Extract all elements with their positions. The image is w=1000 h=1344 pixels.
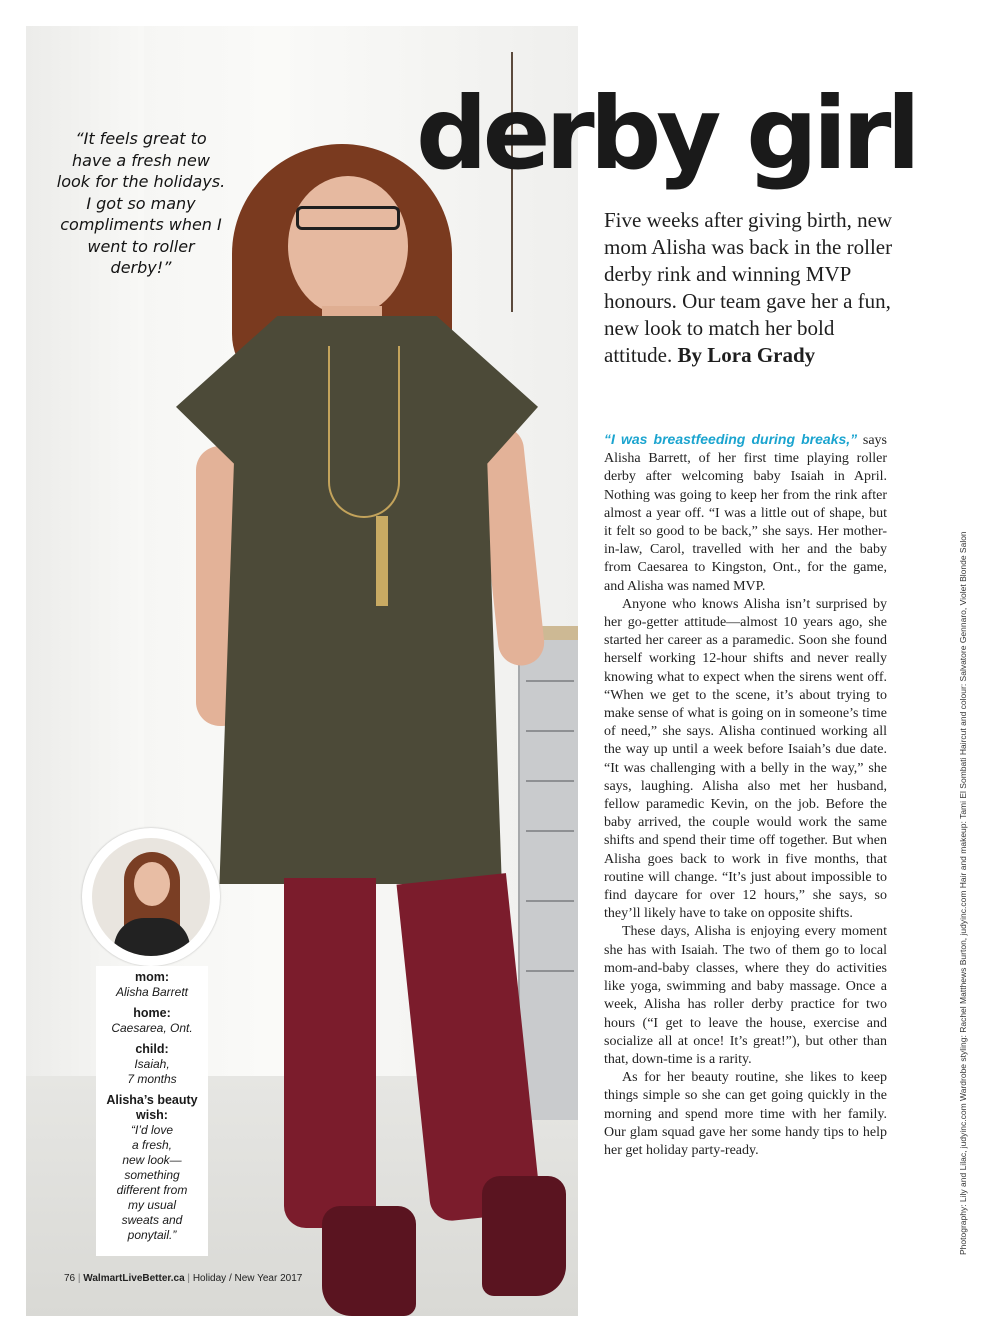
byline: By Lora Grady: [677, 343, 816, 367]
site-url: WalmartLiveBetter.ca: [83, 1273, 185, 1284]
deck: [604, 207, 904, 369]
inset-portrait: [82, 828, 220, 966]
cart-drawer: [526, 970, 574, 972]
burgundy-tights-left: [284, 878, 376, 1228]
fact-value: Isaiah, 7 months: [127, 1057, 177, 1086]
fact-label: child:: [135, 1042, 169, 1056]
ankle-boot-right: [482, 1176, 566, 1296]
metal-cart: [518, 640, 578, 1120]
pendant-necklace: [328, 346, 400, 518]
cart-drawer: [526, 730, 574, 732]
necklace-tassel: [376, 516, 388, 606]
paragraph-text: says Alisha Barrett, of her first time playing roller derby after welcoming baby Isaiah in April. Nothing was going to keep her from the rink after almost a year off. “I was a little out of shape, but it felt so good to be back,” she says. Her mother-in-law, Carol, travelled with her and the baby from Caesarea to Kingston, Ont., for the game, and Alisha was named MVP.: [604, 433, 887, 594]
inset-photo: [92, 838, 210, 956]
inset-face: [134, 862, 170, 906]
page-footer: [64, 1273, 302, 1284]
paragraph: As for her beauty routine, she likes to keep things simple so she can get going quickly in the morning and spend more time with her family. Our glam squad gave her some handy tips to help her get holiday party-ready.: [604, 1070, 887, 1158]
lead-quote: “I was breastfeeding during breaks,”: [604, 431, 858, 447]
footer-divider: |: [77, 1273, 81, 1284]
page-number: 76: [64, 1273, 76, 1284]
fact-label: Alisha’s beauty wish:: [106, 1093, 198, 1122]
issue-name: Holiday / New Year 2017: [192, 1273, 303, 1284]
cart-drawer: [526, 680, 574, 682]
article-body: [604, 430, 887, 1160]
fact-value: Alisha Barrett: [115, 985, 189, 999]
profile-facts: [96, 966, 208, 1256]
deck-text: Five weeks after giving birth, new mom Alisha was back in the roller derby rink and winning MVP honours. Our team gave her a fun, new look to match her bold attitude.: [604, 208, 893, 367]
cart-drawer: [526, 900, 574, 902]
fact-label: mom:: [134, 970, 170, 984]
footer-divider: |: [187, 1273, 191, 1284]
paragraph: [604, 430, 887, 596]
photo-credits: Photography: Lily and Lilac, judyinc.com Wardrobe styling: Rachel Matthews Burton, judyinc.com Hair and makeup: Tami El Sombati Haircut and colour: Salvatore Gennaro, Violet Blonde Salon: [958, 531, 968, 1255]
woman-face: [288, 176, 408, 316]
glasses: [296, 206, 400, 230]
cart-drawer: [526, 830, 574, 832]
fact-value: “I’d love a fresh, new look— something different from my usual sweats and ponytail.”: [116, 1123, 188, 1242]
pull-quote: “It feels great to have a fresh new look for the holidays. I got so many compliments when I went to roller derby!”: [56, 129, 226, 277]
paragraph: Anyone who knows Alisha isn’t surprised by her go-getter attitude—almost 10 years ago, she started her career as a paramedic. Soon she found herself working 12-hour shifts and never really knowing what to expect when the sirens went off. “When we get to the scene, it’s about trying to make sense of what is going on in someone’s time of need,” she says. Alisha continued working all the way up until a week before Isaiah’s due date. “It was challenging with a belly in the way,” she says, laughing. Alisha also met her husband, fellow paramedic Kevin, on the job. Before the baby arrived, the couple would work the same shifts and spend their time off together. But when Alisha goes back to work in five months, that routine will change. “It’s just about impossible to find daycare for over 12 hours,” she says, so they’ll likely have to take on opposite shifts.: [604, 596, 887, 922]
inset-top: [114, 918, 190, 956]
headline: derby girl: [416, 75, 916, 192]
cart-drawer: [526, 780, 574, 782]
paragraph: These days, Alisha is enjoying every moment she has with Isaiah. The two of them go to local mom-and-baby classes, where they do activities like yoga, swimming and baby massage. Once a week, Alisha has roller derby practice for two hours (“I get to leave the house, exercise and socialize all at once! It’s great!”), but other than that, down-time is a rarity.: [604, 924, 887, 1067]
ankle-boot-left: [322, 1206, 416, 1316]
fact-label: home:: [133, 1006, 171, 1020]
fact-value: Caesarea, Ont.: [111, 1021, 193, 1035]
